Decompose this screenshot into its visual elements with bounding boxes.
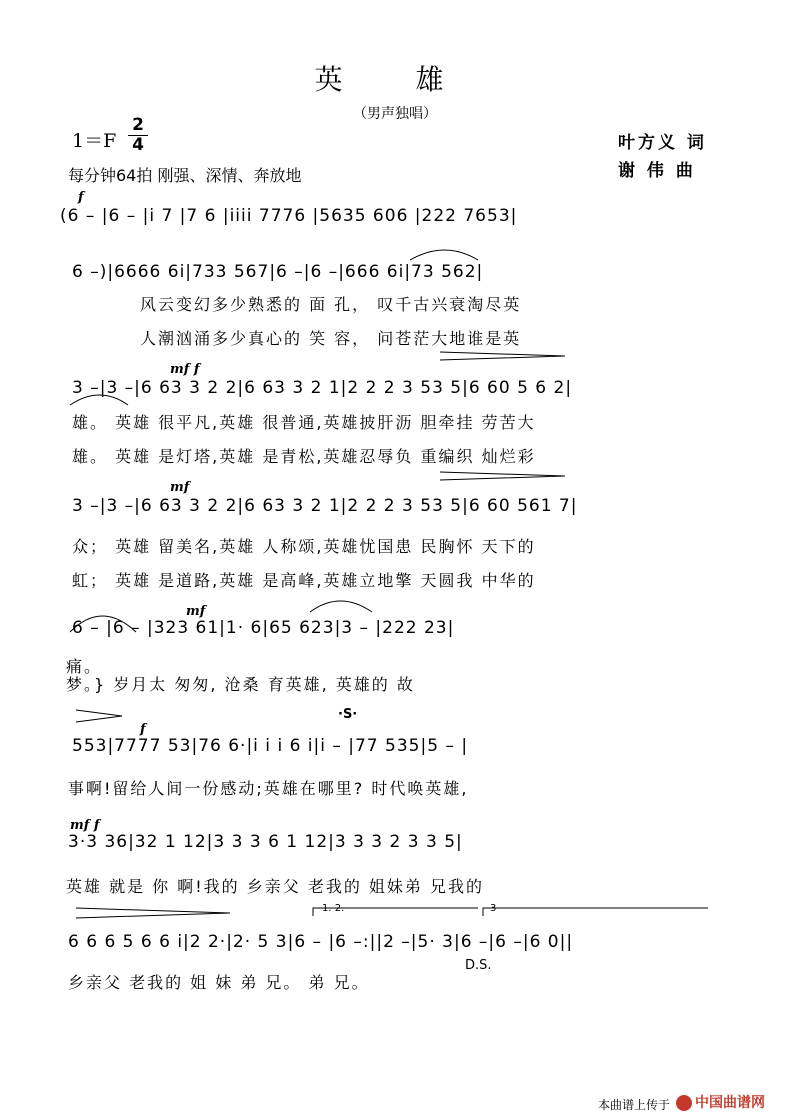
lyric-row-2-verse-2: 人潮汹涌多少真心的 笑 容， 问苍茫大地谁是英: [140, 329, 522, 348]
time-denominator: 4: [132, 135, 144, 155]
dynamic-mark-row-7: mf f: [70, 818, 100, 833]
volta-first-ending-label: 1. 2.: [322, 903, 345, 914]
lyric-row-6: 事啊!留给人间一份感动;英雄在哪里? 时代唤英雄,: [68, 779, 469, 798]
lyric-row-5-verse-2: 梦。} 岁月太 匆匆, 沧桑 育英雄, 英雄的 故: [66, 675, 415, 694]
song-title: 英 雄: [314, 63, 476, 96]
lyric-row-3-verse-2: 雄。 英雄 是灯塔,英雄 是青松,英雄忍辱负 重编织 灿烂彩: [72, 447, 536, 466]
lyric-row-7: 英雄 就是 你 啊!我的 乡亲父 老我的 姐妹弟 兄我的: [66, 877, 485, 896]
notation-row-7: 3·3 36|32 1 12|3 3 3 6 1 12|3 3 3 2 3 3 5|: [68, 832, 463, 852]
site-brand[interactable]: [676, 1092, 765, 1112]
notation-row-2: 6 –)|6666 6i|733 567|6 –|6 –|666 6i|73 562|: [72, 262, 484, 282]
dynamic-mark-row-6: f: [140, 722, 146, 737]
dal-segno-mark: D.S.: [465, 958, 492, 973]
lyric-row-4-verse-2: 虹； 英雄 是道路,英雄 是高峰,英雄立地擎 天圆我 中华的: [72, 571, 536, 590]
lyric-row-3-verse-1: 雄。 英雄 很平凡,英雄 很普通,英雄披肝沥 胆牵挂 劳苦大: [72, 413, 536, 432]
site-brand-name: 中国曲谱网: [695, 1095, 765, 1111]
lyric-row-2-verse-1: 风云变幻多少熟悉的 面 孔， 叹千古兴衰淘尽英: [140, 295, 522, 314]
dynamic-mark-row-3: mf f: [170, 362, 200, 377]
lyric-row-4-verse-1: 众； 英雄 留美名,英雄 人称颂,英雄忧国患 民胸怀 天下的: [72, 537, 536, 556]
tempo-marking: 每分钟64拍 刚强、深情、奔放地: [68, 166, 302, 185]
notation-row-6: 553|7777 53|76 6·|i i i 6 i|i – |77 535|5 – |: [72, 736, 469, 756]
notation-row-8: 6 6 6 5 6 6 i|2 2·|2· 5 3|6 – |6 –:||2 –|5· 3|6 –|6 –|6 0||: [68, 932, 574, 952]
upload-source-text: 本曲谱上传于: [598, 1098, 671, 1112]
dynamic-mark-row-4: mf: [170, 480, 190, 495]
site-logo-icon: [676, 1095, 692, 1111]
segno-mark: ·S·: [338, 707, 358, 722]
dynamic-mark-row-5: mf: [186, 604, 206, 619]
notation-row-5: 6 – |6 – |323 61|1· 6|65 623|3 – |222 23|: [72, 618, 455, 638]
time-signature: [128, 116, 148, 155]
notation-row-1: (6 – |6 – |i 7 |7 6 |iiii 7776 |5635 606 |222 7653|: [60, 206, 518, 226]
lyric-row-8: 乡亲父 老我的 姐 妹 弟 兄。 弟 兄。: [68, 973, 370, 992]
composer-credit: 谢 伟 曲: [618, 161, 696, 181]
song-subtitle: （男声独唱）: [353, 106, 437, 122]
notation-row-4: 3 –|3 –|6 63 3 2 2|6 63 3 2 1|2 2 2 3 53 5|6 60 561 7|: [72, 496, 578, 516]
volta-second-ending-label: 3: [490, 903, 497, 914]
dynamic-mark-row-1: f: [78, 190, 84, 205]
lyric-row-5-verse-1: 痛。: [66, 657, 103, 676]
lyricist-credit: 叶方义 词: [618, 133, 707, 153]
time-numerator: 2: [128, 116, 148, 136]
key-signature: 1＝F: [72, 130, 117, 152]
notation-row-3: 3 –|3 –|6 63 3 2 2|6 63 3 2 1|2 2 2 3 53 5|6 60 5 6 2|: [72, 378, 573, 398]
